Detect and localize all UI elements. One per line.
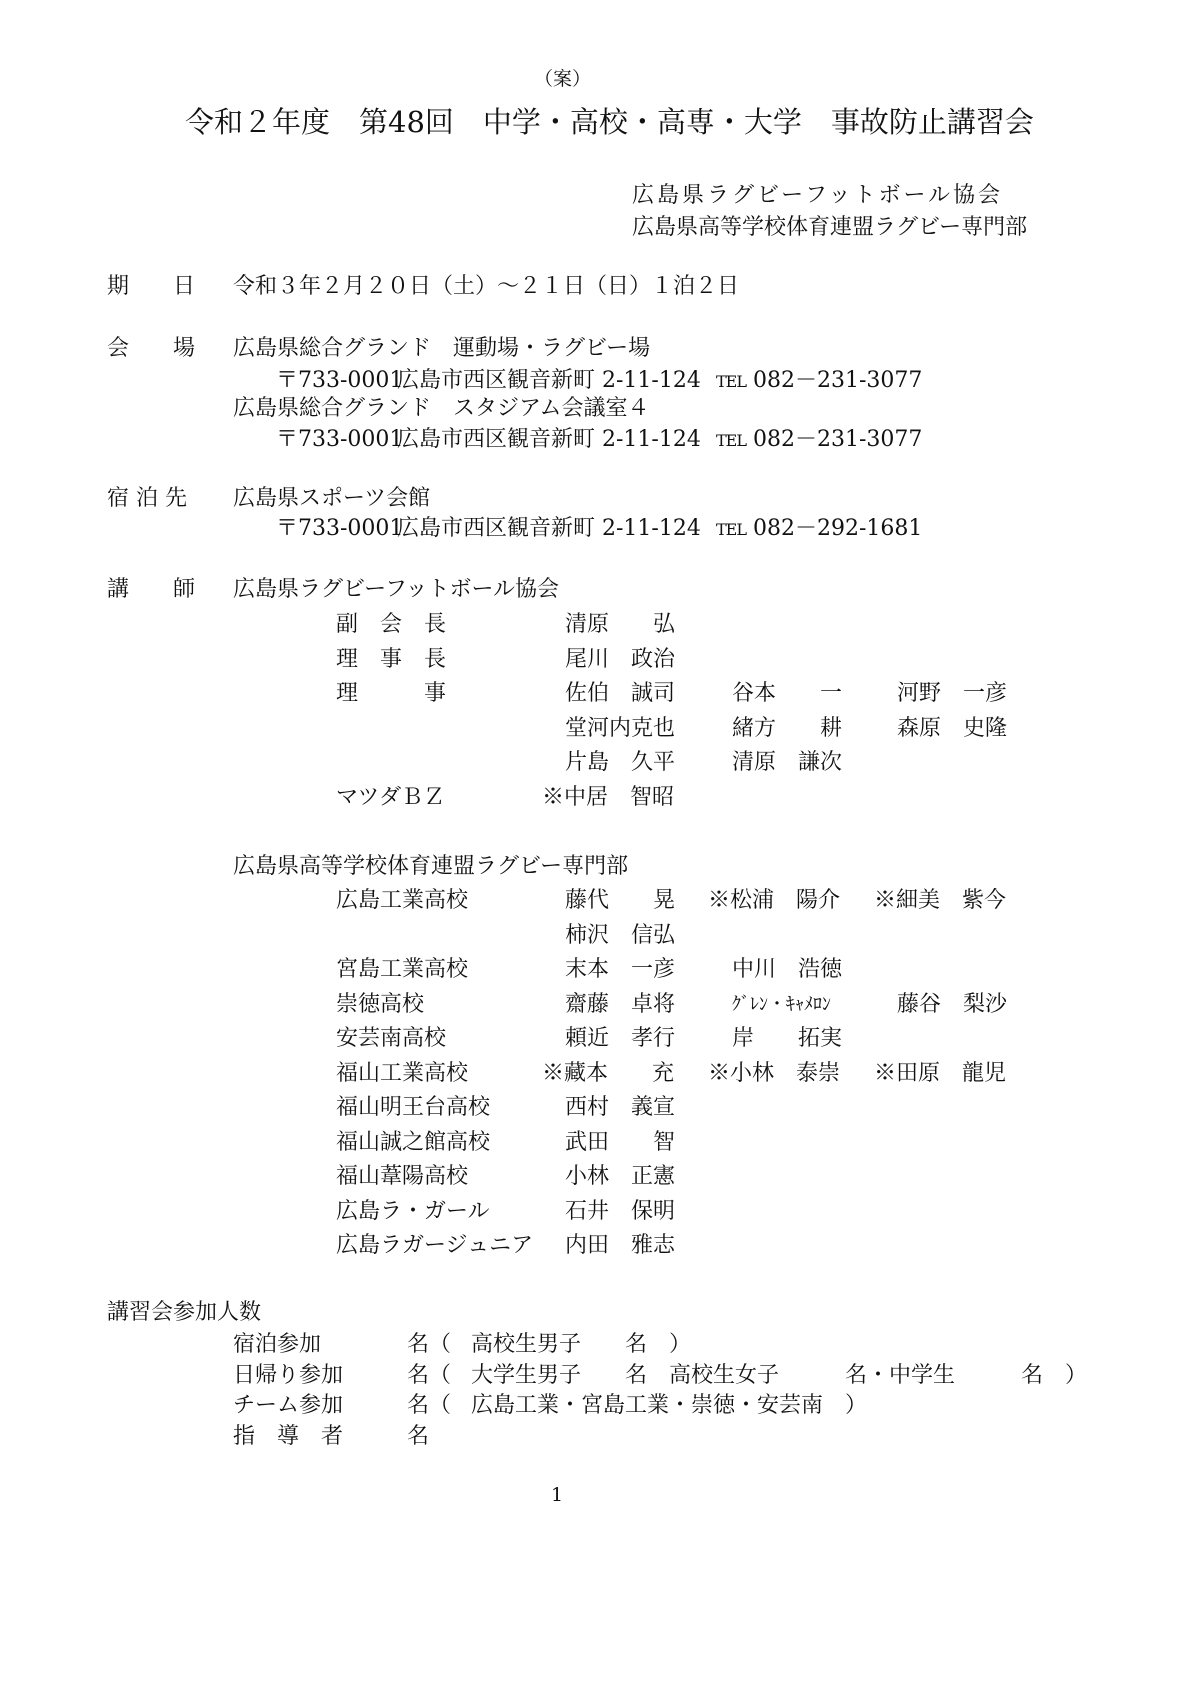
instructor-name-1: 柿沢 信弘 [565, 922, 676, 948]
instructor-role: 崇徳高校 [336, 991, 425, 1017]
date-label: 期 日 [107, 274, 196, 299]
instructor-role: 福山葦陽高校 [336, 1164, 469, 1189]
instructor-role: 福山明王台高校 [336, 1095, 491, 1120]
page-title: 令和２年度 第48回 中学・高校・高専・大学 事故防止講習会 [185, 105, 1034, 139]
instructor-name-1: 末本 一彦 [565, 957, 676, 982]
participant-category: 日帰り参加 [233, 1362, 344, 1388]
instructors-label: 講 師 [107, 577, 196, 602]
instructor-name-1: ※中居 智昭 [542, 784, 675, 810]
tel-number: 082－231-3077 [752, 368, 923, 393]
instructor-role: 宮島工業高校 [336, 957, 469, 982]
lodging-label: 宿 泊 先 [107, 486, 187, 511]
instructor-name-1: ※藏本 充 [542, 1060, 675, 1086]
instructor-role: 理 事 [336, 681, 447, 706]
venue-2-name: 広島県総合グランド スタジアム会議室４ [233, 396, 650, 421]
date-value: 令和３年２月２０日（土）～２１日（日）１泊２日 [233, 274, 740, 299]
instructor-role: 広島工業高校 [336, 888, 469, 913]
instructor-name-3: 藤谷 梨沙 [897, 991, 1008, 1017]
instructor-name-1: 石井 保明 [565, 1198, 676, 1224]
tel-number: 082－292-1681 [752, 516, 923, 541]
instructor-name-3: ※田原 龍児 [874, 1060, 1007, 1086]
instructor-name-2: 中川 浩徳 [732, 957, 843, 982]
participant-count: 名（ [407, 1332, 452, 1357]
tel-number: 082－231-3077 [752, 427, 923, 452]
participant-category: 指 導 者 [233, 1423, 344, 1449]
instructor-name-2: 岸 拓実 [732, 1026, 843, 1051]
tel-mark: TEL [716, 431, 746, 450]
organizer-1: 広島県ラグビーフットボール協会 [632, 183, 1004, 208]
instructor-name-2: ※小林 泰崇 [708, 1060, 841, 1086]
tel-mark: TEL [716, 520, 746, 539]
lodging-address: 広島市西区観音新町 2-11-124 [397, 516, 701, 541]
instructor-name-1: 武田 智 [565, 1129, 676, 1155]
venue-1-address: 広島市西区観音新町 2-11-124 [397, 368, 701, 393]
venue-2-zip: 〒733-0001 [276, 427, 404, 452]
instructor-role: 福山工業高校 [336, 1060, 469, 1086]
instructor-name-2: 谷本 一 [732, 681, 843, 706]
instructor-role: 福山誠之館高校 [336, 1129, 491, 1155]
venue-1-tel [716, 366, 922, 397]
lodging-tel [716, 514, 922, 545]
instructor-name-1: 片島 久平 [565, 750, 676, 775]
instructor-name-1: 堂河内克也 [565, 715, 676, 741]
instructor-name-2: 緒方 耕 [732, 715, 843, 741]
lodging-name: 広島県スポーツ会館 [233, 486, 431, 511]
instructor-role: 副 会 長 [336, 612, 447, 637]
instructor-role: 広島ラ・ガール [336, 1198, 490, 1224]
participant-detail: 広島工業・宮島工業・崇徳・安芸南 ） [471, 1393, 868, 1418]
participant-category: チーム参加 [233, 1393, 344, 1418]
instructor-role: マツダＢＺ [336, 784, 446, 810]
instructor-name-1: 内田 雅志 [565, 1233, 676, 1258]
lodging-zip: 〒733-0001 [276, 516, 404, 541]
assoc-name: 広島県ラグビーフットボール協会 [233, 577, 560, 602]
instructor-name-1: 齋藤 卓将 [565, 991, 676, 1017]
participant-count: 名 [407, 1423, 430, 1449]
tel-mark: TEL [716, 372, 746, 391]
venue-1-zip: 〒733-0001 [276, 368, 404, 393]
instructor-name-1: 佐伯 誠司 [565, 681, 676, 706]
instructor-name-2: ※松浦 陽介 [708, 888, 841, 913]
instructor-name-1: 清原 弘 [565, 612, 676, 637]
venue-2-address: 広島市西区観音新町 2-11-124 [397, 427, 701, 452]
instructor-role: 理 事 長 [336, 646, 447, 672]
participant-category: 宿泊参加 [233, 1332, 322, 1357]
instructor-name-2: ｸﾞﾚﾝ・ｷｬﾒﾛﾝ [732, 993, 831, 1015]
participant-count: 名（ [407, 1362, 452, 1388]
venue-label: 会 場 [107, 336, 196, 361]
instructor-name-1: 尾川 政治 [565, 646, 676, 672]
page-number: 1 [551, 1484, 564, 1506]
instructor-name-3: ※細美 紫今 [874, 888, 1007, 913]
instructor-role: 広島ラガージュニア [336, 1233, 534, 1258]
participant-count: 名（ [407, 1393, 452, 1418]
venue-2-tel [716, 425, 922, 456]
participants-label: 講習会参加人数 [107, 1300, 262, 1325]
venue-1-name: 広島県総合グランド 運動場・ラグビー場 [233, 336, 651, 361]
instructor-role: 安芸南高校 [336, 1026, 447, 1051]
participant-detail: 大学生男子 名 高校生女子 名・中学生 名 ） [471, 1362, 1088, 1388]
instructor-name-1: 藤代 晃 [565, 888, 676, 913]
instructor-name-2: 清原 謙次 [732, 750, 843, 775]
instructor-name-1: 小林 正憲 [565, 1164, 676, 1189]
instructor-name-3: 河野 一彦 [897, 681, 1008, 706]
hs-name: 広島県高等学校体育連盟ラグビー専門部 [233, 854, 629, 879]
instructor-name-3: 森原 史隆 [897, 715, 1008, 741]
organizer-2: 広島県高等学校体育連盟ラグビー専門部 [632, 215, 1028, 240]
instructor-name-1: 西村 義宣 [565, 1095, 676, 1120]
instructor-name-1: 頼近 孝行 [565, 1026, 676, 1051]
draft-mark: （案） [534, 68, 592, 90]
participant-detail: 高校生男子 名 ） [471, 1332, 692, 1357]
